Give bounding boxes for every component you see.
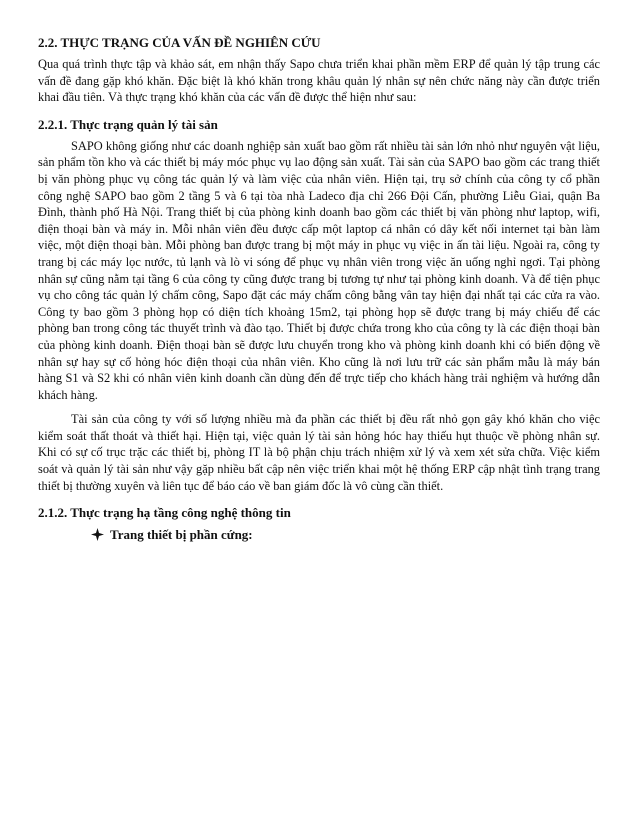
asset-issues-paragraph: Tài sản của công ty với số lượng nhiều mà đa phần các thiết bị đều rất nhỏ gọn gây khó khăn cho việc kiểm soát thất thoát và thiết hại. Hiện tại, việc quản lý tài sản hỏng hóc hay thiếu hụt thuộc về phòng nhân sự. Khi có sự cố trục trặc các thiết bị, phòng IT là bộ phận chịu trách nhiệm xử lý và xem xét sửa chữa. Việc kiểm soát và quản lý tài sản như vậy gặp nhiều bất cập nên việc triển khai một hệ thống ERP cập nhật tình trạng trang thiết bị thường xuyên và liên tục để báo cáo về ban giám đốc là vô cùng cần thiết.	[38, 412, 600, 493]
intro-paragraph: Qua quá trình thực tập và khảo sát, em nhận thấy Sapo chưa triển khai phần mềm ERP để quản lý tập trung các vấn đề đang gặp khó khăn. Đặc biệt là khó khăn trong khâu quản lý nhân sự nên chức năng này cần được triển khai đầu tiên. Và thực trạng khó khăn của các vấn đề được thể hiện như sau:	[38, 57, 600, 105]
asset-description-paragraph: SAPO không giống như các doanh nghiệp sản xuất bao gồm rất nhiều tài sản lớn nhỏ như nguyên vật liệu, sản phẩm tồn kho và các thiết bị máy móc phục vụ lao động sản xuất. Tài sản của SAPO bao gồm các trang thiết bị văn phòng phục vụ công tác quản lý và làm việc của nhân viên. Hiện tại, trụ sở chính của công ty cổ phần công nghệ SAPO bao gồm 2 tầng 5 và 6 tại tòa nhà Ladeco địa chỉ 266 Đội Cấn, phường Liễu Giai, quận Ba Đình, thành phố Hà Nội. Trang thiết bị của phòng kinh doanh bao gồm các thiết bị văn phòng như laptop, wifi, điện thoại bàn và máy in. Mỗi nhân viên đều được cấp một laptop cá nhân có dây kết nối internet tại bàn làm việc, một điện thoại bàn. Mỗi phòng ban được trang bị một máy in phục vụ việc in ấn tài liệu. Ngoài ra, công ty trang bị các máy lọc nước, tủ lạnh và lò vi sóng để phục vụ nhân viên trong việc ăn uống nghỉ ngơi. Tại phòng nhân sự cũng nằm tại tầng 6 của công ty cũng được trang bị tương tự như tại phòng kinh doanh. Và để tiện phục vụ cho công tác quản lý chấm công, Sapo đặt các máy chấm công bằng vân tay hiện đại nhất tại các cửa ra vào. Công ty bao gồm 3 phòng họp có diện tích khoảng 15m2, tại phòng họp sẽ được trang bị máy chiếu để các phòng ban trong công tác thuyết trình và đào tạo. Thiết bị được chứa trong kho của công ty là các điện thoại bàn của phòng kinh doanh. Điện thoại bàn sẽ được lưu chuyển trong kho và phòng kinh doanh khi có biến động về nhân sự hay sự cố hỏng hóc điện thoại của nhân viên. Kho cũng là nơi lưu trữ các sản phẩm mẫu là máy bán hàng S1 và S2 khi có nhân viên kinh doanh cần dùng đến để trực tiếp cho khách hàng trải nghiệm và hướng dẫn khách hàng.	[38, 138, 600, 402]
diamond-bullet-icon	[91, 528, 104, 541]
document-page	[38, 34, 600, 543]
hardware-bullet-item	[38, 526, 600, 543]
subsection-title-asset-management: 2.2.1. Thực trạng quản lý tài sản	[38, 116, 218, 132]
hardware-bullet-label: Trang thiết bị phần cứng:	[110, 527, 253, 543]
subsection-title-it-infrastructure: 2.1.2. Thực trạng hạ tầng công nghệ thông tin	[38, 505, 291, 521]
section-title: 2.2. THỰC TRẠNG CỦA VẤN ĐỀ NGHIÊN CỨU	[38, 35, 321, 50]
